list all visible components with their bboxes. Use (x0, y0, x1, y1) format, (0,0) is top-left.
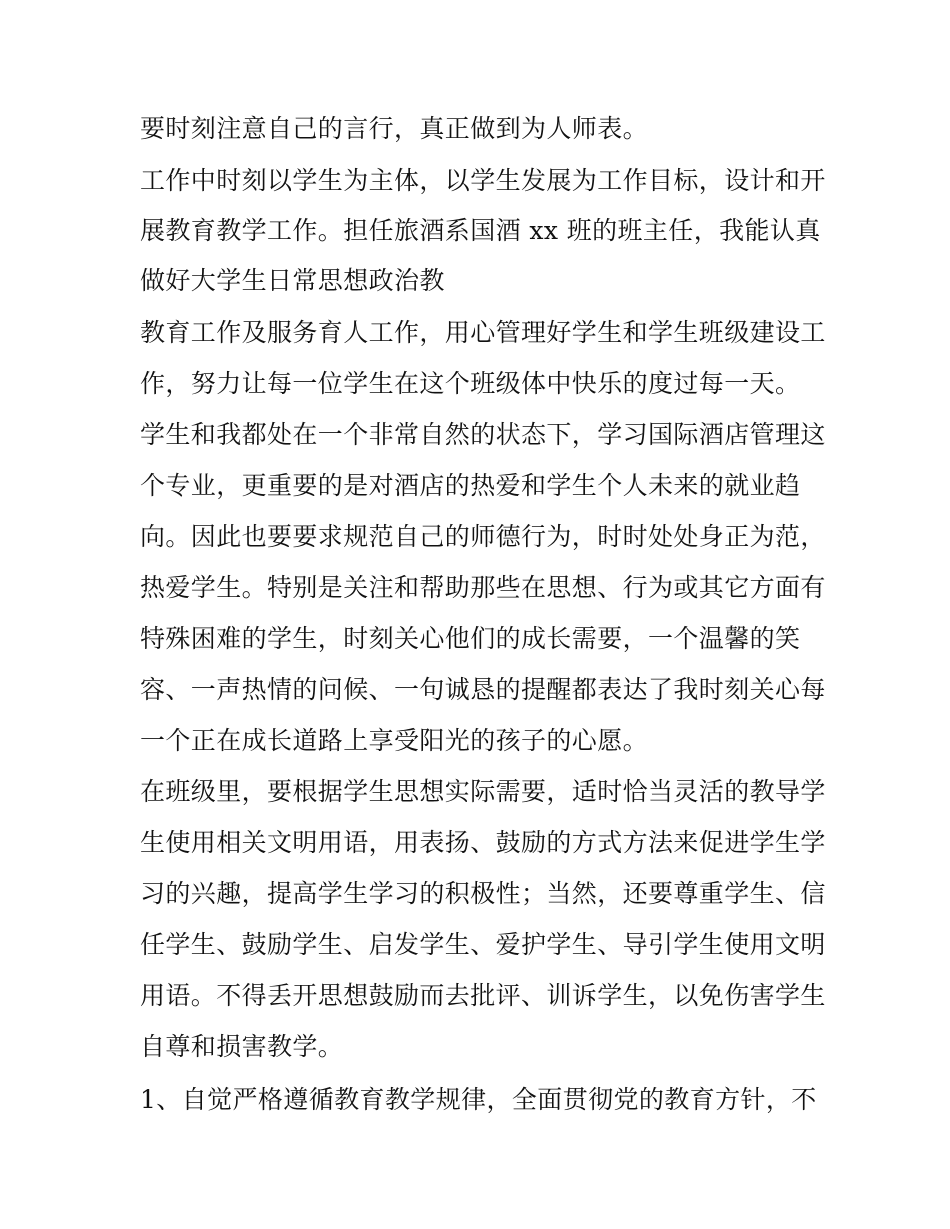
text-line: 教育工作及服务育人工作，用心管理好学生和学生班级建设工 (140, 318, 826, 347)
text-line: 一个正在成长道路上享受阳光的孩子的心愿。 (140, 726, 649, 755)
text-line: 展教育教学工作。担任旅酒系国酒 xx 班的班主任，我能认真 (140, 216, 821, 245)
text-line: 热爱学生。特别是关注和帮助那些在思想、行为或其它方面有 (140, 573, 826, 602)
text-line: 向。因此也要要求规范自己的师德行为，时时处处身正为范， (140, 522, 826, 551)
text-line: 生使用相关文明用语，用表扬、鼓励的方式方法来促进学生学 (140, 828, 826, 857)
text-line: 要时刻注意自己的言行，真正做到为人师表。 (140, 114, 649, 143)
text-line: 在班级里，要根据学生思想实际需要，适时恰当灵活的教导学 (140, 777, 826, 806)
text-line: 特殊困难的学生，时刻关心他们的成长需要，一个温馨的笑 (140, 624, 801, 653)
text-line: 个专业，更重要的是对酒店的热爱和学生个人未来的就业趋 (140, 471, 801, 500)
text-line: 做好大学生日常思想政治教 (140, 266, 445, 295)
text-line: 任学生、鼓励学生、启发学生、爱护学生、导引学生使用文明 (140, 930, 826, 959)
text-line: 自尊和损害教学。 (140, 1032, 344, 1061)
text-line: 学生和我都处在一个非常自然的状态下，学习国际酒店管理这 (140, 420, 826, 449)
text-line: 作，努力让每一位学生在这个班级体中快乐的度过每一天。 (140, 369, 801, 398)
text-line: 容、一声热情的问候、一句诚恳的提醒都表达了我时刻关心每 (140, 675, 826, 704)
text-line: 1、自觉严格遵循教育教学规律，全面贯彻党的教育方针，不 (140, 1085, 817, 1114)
text-line: 工作中时刻以学生为主体，以学生发展为工作目标，设计和开 (140, 166, 826, 195)
text-line: 习的兴趣，提高学生学习的积极性；当然，还要尊重学生、信 (140, 879, 826, 908)
text-line: 用语。不得丢开思想鼓励而去批评、训诉学生，以免伤害学生 (140, 981, 826, 1010)
